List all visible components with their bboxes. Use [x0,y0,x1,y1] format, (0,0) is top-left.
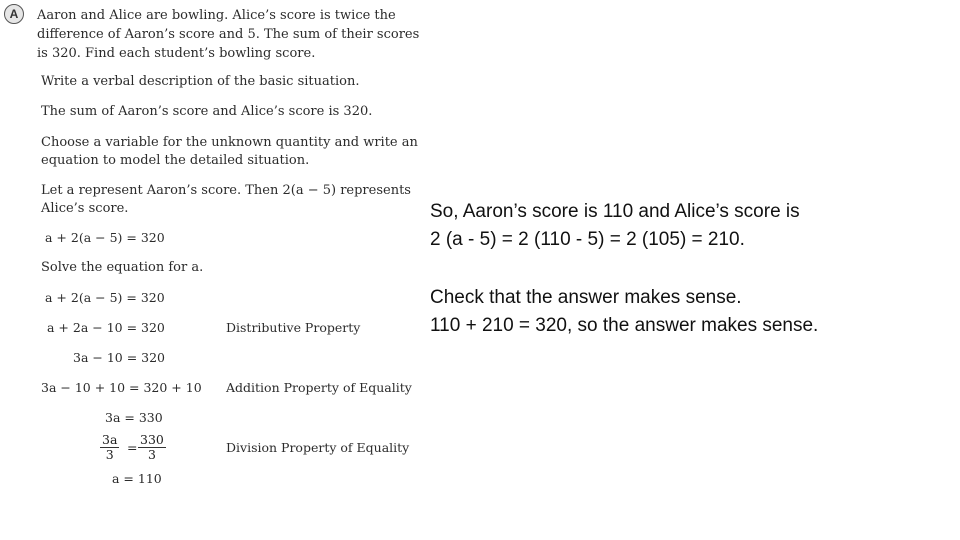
problem-line: is 320. Find each student’s bowling score. [37,46,316,61]
step-expression: 3a − 10 = 320 [73,350,166,365]
verbal-description: The sum of Aaron’s score and Alice’s score is 320. [41,104,373,119]
instruction-line: Choose a variable for the unknown quantity and write an [41,135,418,150]
definition-line: Let a represent Aaron’s score. Then 2(a − 5) represents [41,183,411,198]
step-expression: a + 2(a − 5) = 320 [45,290,165,305]
check-text [430,284,818,340]
problem-line: Aaron and Alice are bowling. Alice’s score is twice the [37,8,396,23]
fraction-right [138,433,166,462]
model-equation: a + 2(a − 5) = 320 [45,230,165,245]
step-reason: Addition Property of Equality [226,380,412,395]
check-line: 110 + 210 = 320, so the answer makes sense. [430,315,819,336]
step-expression: 3a − 10 + 10 = 320 + 10 [41,380,202,395]
problem-line: difference of Aaron’s score and 5. The sum of their scores [37,27,420,42]
example-badge: A [4,4,24,24]
instruction-variable [41,134,418,170]
step-expression: a + 2a − 10 = 320 [47,320,165,335]
instruction-solve: Solve the equation for a. [41,260,204,275]
variable-definition [41,182,411,218]
step-reason: Distributive Property [226,320,361,335]
definition-line: Alice’s score. [41,201,129,216]
conclusion-line: So, Aaron’s score is 110 and Alice’s score is [430,201,800,222]
step-expression: 3a = 330 [105,410,163,425]
instruction-verbal: Write a verbal description of the basic situation. [41,74,360,89]
denominator: 3 [147,447,156,462]
instruction-line: equation to model the detailed situation. [41,153,310,168]
step-expression: a = 110 [112,471,162,486]
step-reason: Division Property of Equality [226,440,410,455]
conclusion-text [430,198,800,254]
check-line: Check that the answer makes sense. [430,287,742,308]
fraction-left [100,433,119,462]
problem-statement [37,6,419,63]
numerator: 330 [140,432,164,447]
denominator: 3 [105,447,114,462]
conclusion-line: 2 (a - 5) = 2 (110 - 5) = 2 (105) = 210. [430,229,745,250]
numerator: 3a [102,432,118,447]
equals-sign: = [127,440,138,455]
